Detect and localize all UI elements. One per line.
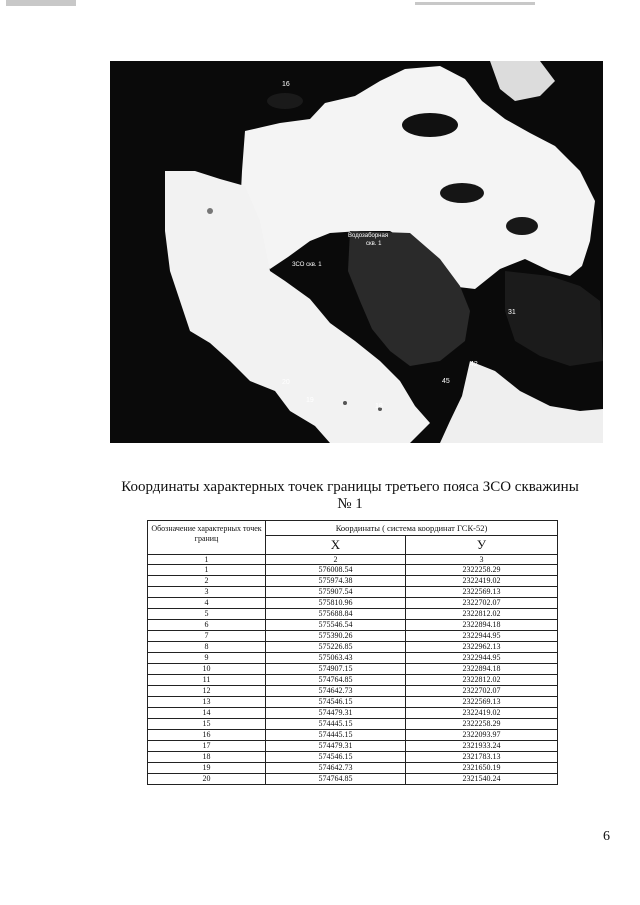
y-coordinate-cell: 2322812.02 [406, 675, 558, 686]
column-number: 2 [266, 555, 406, 565]
point-number-cell: 13 [148, 697, 266, 708]
x-coordinate-cell: 575907.54 [266, 587, 406, 598]
table-row [148, 576, 558, 587]
y-coordinate-cell: 2322962.13 [406, 642, 558, 653]
point-number-cell: 18 [148, 752, 266, 763]
y-coordinate-cell: 2322093.97 [406, 730, 558, 741]
map-point-label: 45 [442, 378, 450, 385]
x-coordinate-cell: 574642.73 [266, 686, 406, 697]
well-sub-label: скв. 1 [366, 241, 382, 247]
x-coordinate-cell: 574764.85 [266, 675, 406, 686]
y-coordinate-cell: 2322569.13 [406, 587, 558, 598]
y-coordinate-cell: 2322702.07 [406, 598, 558, 609]
table-row [148, 598, 558, 609]
table-row [148, 675, 558, 686]
table-row [148, 642, 558, 653]
x-coordinate-cell: 574445.15 [266, 730, 406, 741]
scan-noise [415, 2, 535, 5]
table-row [148, 708, 558, 719]
x-coordinate-cell: 574546.15 [266, 752, 406, 763]
point-number-cell: 10 [148, 664, 266, 675]
x-header: X [266, 536, 406, 555]
x-coordinate-cell: 574479.31 [266, 708, 406, 719]
satellite-map-image [110, 61, 603, 443]
map-point-label: 19 [306, 397, 314, 404]
x-coordinate-cell: 575974.38 [266, 576, 406, 587]
table-row [148, 752, 558, 763]
y-coordinate-cell: 2322894.18 [406, 620, 558, 631]
point-number-cell: 11 [148, 675, 266, 686]
designation-header: Обозначение характерных точек границ [148, 521, 266, 555]
table-row [148, 730, 558, 741]
x-coordinate-cell: 576008.54 [266, 565, 406, 576]
scan-noise [6, 0, 76, 6]
table-row [148, 719, 558, 730]
map-point-label: 20 [282, 379, 290, 386]
column-number: 3 [406, 555, 558, 565]
point-number-cell: 14 [148, 708, 266, 719]
coordinates-table [147, 520, 558, 785]
y-coordinate-cell: 2321540.24 [406, 774, 558, 785]
x-coordinate-cell: 575063.43 [266, 653, 406, 664]
y-coordinate-cell: 2322894.18 [406, 664, 558, 675]
point-number-cell: 17 [148, 741, 266, 752]
page-number: 6 [603, 829, 610, 844]
y-coordinate-cell: 2322812.02 [406, 609, 558, 620]
point-number-cell: 2 [148, 576, 266, 587]
point-number-cell: 15 [148, 719, 266, 730]
table-row [148, 620, 558, 631]
y-coordinate-cell: 2321933.24 [406, 741, 558, 752]
map-point-label: 18 [375, 403, 383, 410]
map-point-label: 42 [470, 361, 478, 368]
point-number-cell: 16 [148, 730, 266, 741]
y-coordinate-cell: 2322258.29 [406, 719, 558, 730]
y-coordinate-cell: 2322419.02 [406, 576, 558, 587]
point-number-cell: 20 [148, 774, 266, 785]
x-coordinate-cell: 574546.15 [266, 697, 406, 708]
x-coordinate-cell: 575546.54 [266, 620, 406, 631]
point-number-cell: 6 [148, 620, 266, 631]
table-row [148, 653, 558, 664]
table-row [148, 664, 558, 675]
y-coordinate-cell: 2322944.95 [406, 653, 558, 664]
x-coordinate-cell: 575810.96 [266, 598, 406, 609]
y-coordinate-cell: 2322944.95 [406, 631, 558, 642]
table-row [148, 763, 558, 774]
coordinates-header: Координаты ( система координат ГСК-52) [266, 521, 558, 536]
table-row [148, 609, 558, 620]
well-label: Водозаборная [348, 233, 389, 239]
column-number: 1 [148, 555, 266, 565]
y-header: У [406, 536, 558, 555]
table-row [148, 631, 558, 642]
zone-label: ЗСО скв. 1 [292, 262, 322, 268]
table-row [148, 686, 558, 697]
x-coordinate-cell: 574907.15 [266, 664, 406, 675]
x-coordinate-cell: 574642.73 [266, 763, 406, 774]
point-number-cell: 3 [148, 587, 266, 598]
table-row [148, 587, 558, 598]
y-coordinate-cell: 2322569.13 [406, 697, 558, 708]
x-coordinate-cell: 575226.85 [266, 642, 406, 653]
point-number-cell: 12 [148, 686, 266, 697]
x-coordinate-cell: 574445.15 [266, 719, 406, 730]
point-number-cell: 9 [148, 653, 266, 664]
y-coordinate-cell: 2322702.07 [406, 686, 558, 697]
table-row [148, 697, 558, 708]
point-number-cell: 1 [148, 565, 266, 576]
point-number-cell: 5 [148, 609, 266, 620]
table-row [148, 741, 558, 752]
table-row [148, 774, 558, 785]
coordinates-table-body [148, 565, 558, 785]
x-coordinate-cell: 575688.84 [266, 609, 406, 620]
x-coordinate-cell: 574479.31 [266, 741, 406, 752]
point-number-cell: 19 [148, 763, 266, 774]
y-coordinate-cell: 2321650.19 [406, 763, 558, 774]
y-coordinate-cell: 2322419.02 [406, 708, 558, 719]
x-coordinate-cell: 574764.85 [266, 774, 406, 785]
point-number-cell: 4 [148, 598, 266, 609]
y-coordinate-cell: 2322258.29 [406, 565, 558, 576]
table-row [148, 565, 558, 576]
y-coordinate-cell: 2321783.13 [406, 752, 558, 763]
map-svg [110, 61, 603, 443]
point-number-cell: 8 [148, 642, 266, 653]
table-caption: Координаты характерных точек границы третьего пояса ЗСО скважины № 1 [121, 479, 579, 512]
map-point-label: 31 [508, 309, 516, 316]
x-coordinate-cell: 575390.26 [266, 631, 406, 642]
map-point-label: 16 [282, 81, 290, 88]
point-number-cell: 7 [148, 631, 266, 642]
